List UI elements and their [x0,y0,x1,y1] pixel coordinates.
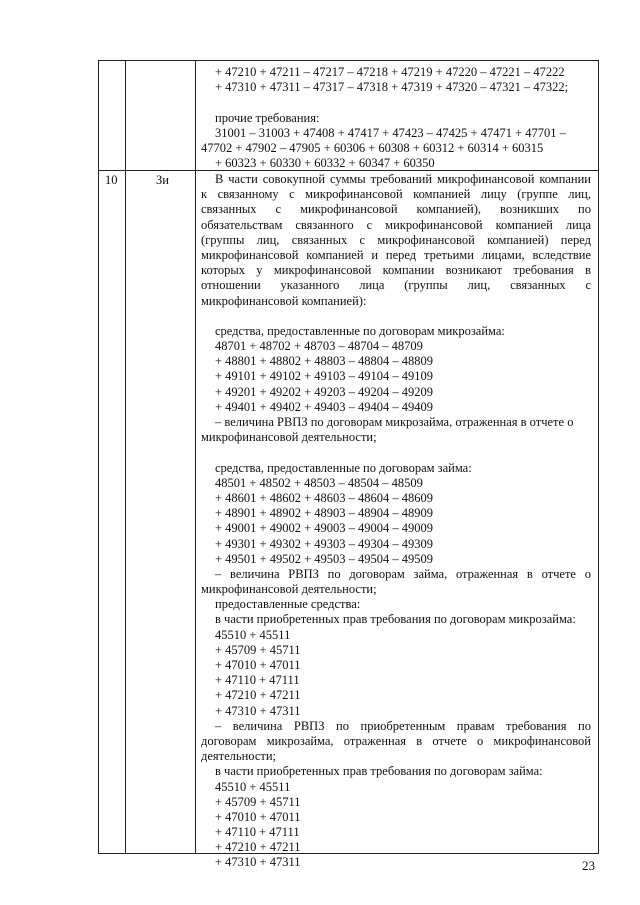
acquired-micro-line: + 47210 + 47211 [215,688,301,703]
acquired-loan-line: + 47210 + 47211 [215,840,301,855]
microloan-line: + 49201 + 49202 + 49203 – 49204 – 49209 [215,384,434,399]
acquired-loan-line: + 47310 + 47311 [215,855,301,870]
acquired-loan-heading: в части приобретенных прав требования по договорам займа: [215,764,543,779]
column-divider-1 [125,61,126,853]
acquired-micro-rvpz-line: деятельности; [201,749,277,764]
column-divider-2 [195,61,196,853]
continued-line: + 47310 + 47311 – 47317 – 47318 + 47319 + 47320 – 47321 – 47322; [215,80,569,95]
other-claims-heading: прочие требования: [215,110,320,125]
continued-cell [201,65,591,171]
loan-line: + 49501 + 49502 + 49503 – 49504 – 49509 [215,551,434,566]
intro-line: к связанному с микрофинансовой компанией лицу (группе лиц, [201,187,591,202]
intro-line: (группы лиц, связанных с микрофинансовой компанией) перед [201,232,591,247]
loan-rvpz-line: – величина РВПЗ по договорам займа, отраженная в отчете о [215,566,591,581]
loan-heading: средства, предоставленные по договорам займа: [215,460,472,475]
acquired-micro-line: 45510 + 45511 [215,627,291,642]
loan-line: + 48601 + 48602 + 48603 – 48604 – 48609 [215,490,434,505]
acquired-micro-line: + 47010 + 47011 [215,658,301,672]
acquired-micro-line: + 47110 + 47111 [215,673,300,688]
acquired-micro-rvpz-line: – величина РВПЗ по приобретенным правам требования по [215,718,591,733]
loan-rvpz-line: микрофинансовой деятельности; [201,582,377,597]
row-number: 10 [105,173,118,187]
acquired-loan-line: + 45709 + 45711 [215,794,301,809]
acquired-micro-line: + 47310 + 47311 [215,703,301,718]
microloan-line: + 49101 + 49102 + 49103 – 49104 – 49109 [215,369,434,384]
acquired-loan-line: + 47110 + 47111 [215,825,300,840]
microloan-heading: средства, предоставленные по договорам микрозайма: [215,323,505,338]
acquired-micro-heading: в части приобретенных прав требования по договорам микрозайма: [215,612,576,627]
row-code: Зи [156,173,169,187]
acquired-loan-line: 45510 + 45511 [215,779,291,794]
accounts-table [98,60,599,870]
microloan-line: + 49401 + 49402 + 49403 – 49404 – 49409 [215,399,434,414]
intro-line: микрофинансовой компанией и перед третьими лицами, вследствие [201,247,591,262]
acquired-micro-line: + 45709 + 45711 [215,642,301,657]
intro-line: обязательствам связанного с микрофинансовой компанией лица [201,217,591,232]
continued-line: + 47210 + 47211 – 47217 – 47218 + 47219 + 47220 – 47221 – 47222 [215,65,565,79]
row-description-cell [201,172,591,871]
intro-line: отношении указанного лица (группы лиц, связанных с [201,278,591,293]
loan-line: + 49001 + 49002 + 49003 – 49004 – 49009 [215,521,434,536]
microloan-line: 48701 + 48702 + 48703 – 48704 – 48709 [215,339,423,354]
microloan-line: + 48801 + 48802 + 48803 – 48804 – 48809 [215,354,434,369]
intro-line: микрофинансовой компанией): [201,293,367,308]
microloan-rvpz-line: микрофинансовой деятельности; [201,430,377,445]
other-claims-line: + 60323 + 60330 + 60332 + 60347 + 60350 [215,156,435,171]
other-claims-line: 47702 + 47902 – 47905 + 60306 + 60308 + 60312 + 60314 + 60315 [201,140,544,155]
provided-funds-label: предоставленные средства: [215,597,361,612]
intro-line: В части совокупной суммы требований микрофинансовой компании [215,172,591,186]
intro-line: связанных с микрофинансовой компанией), возникших по [201,202,591,217]
page-number: 23 [582,858,595,873]
microloan-rvpz-line: – величина РВПЗ по договорам микрозайма, отраженная в отчете о [215,415,574,429]
acquired-loan-line: + 47010 + 47011 [215,809,301,824]
loan-line: + 49301 + 49302 + 49303 – 49304 – 49309 [215,536,434,551]
intro-line: которых у микрофинансовой компании возникают требования в [201,263,591,278]
other-claims-line: 31001 – 31003 + 47408 + 47417 + 47423 – 47425 + 47471 + 47701 – [215,125,566,140]
loan-line: + 48901 + 48902 + 48903 – 48904 – 48909 [215,506,434,521]
loan-line: 48501 + 48502 + 48503 – 48504 – 48509 [215,475,423,490]
acquired-micro-rvpz-line: договорам микрозайма, отраженная в отчете о микрофинансовой [201,733,591,748]
